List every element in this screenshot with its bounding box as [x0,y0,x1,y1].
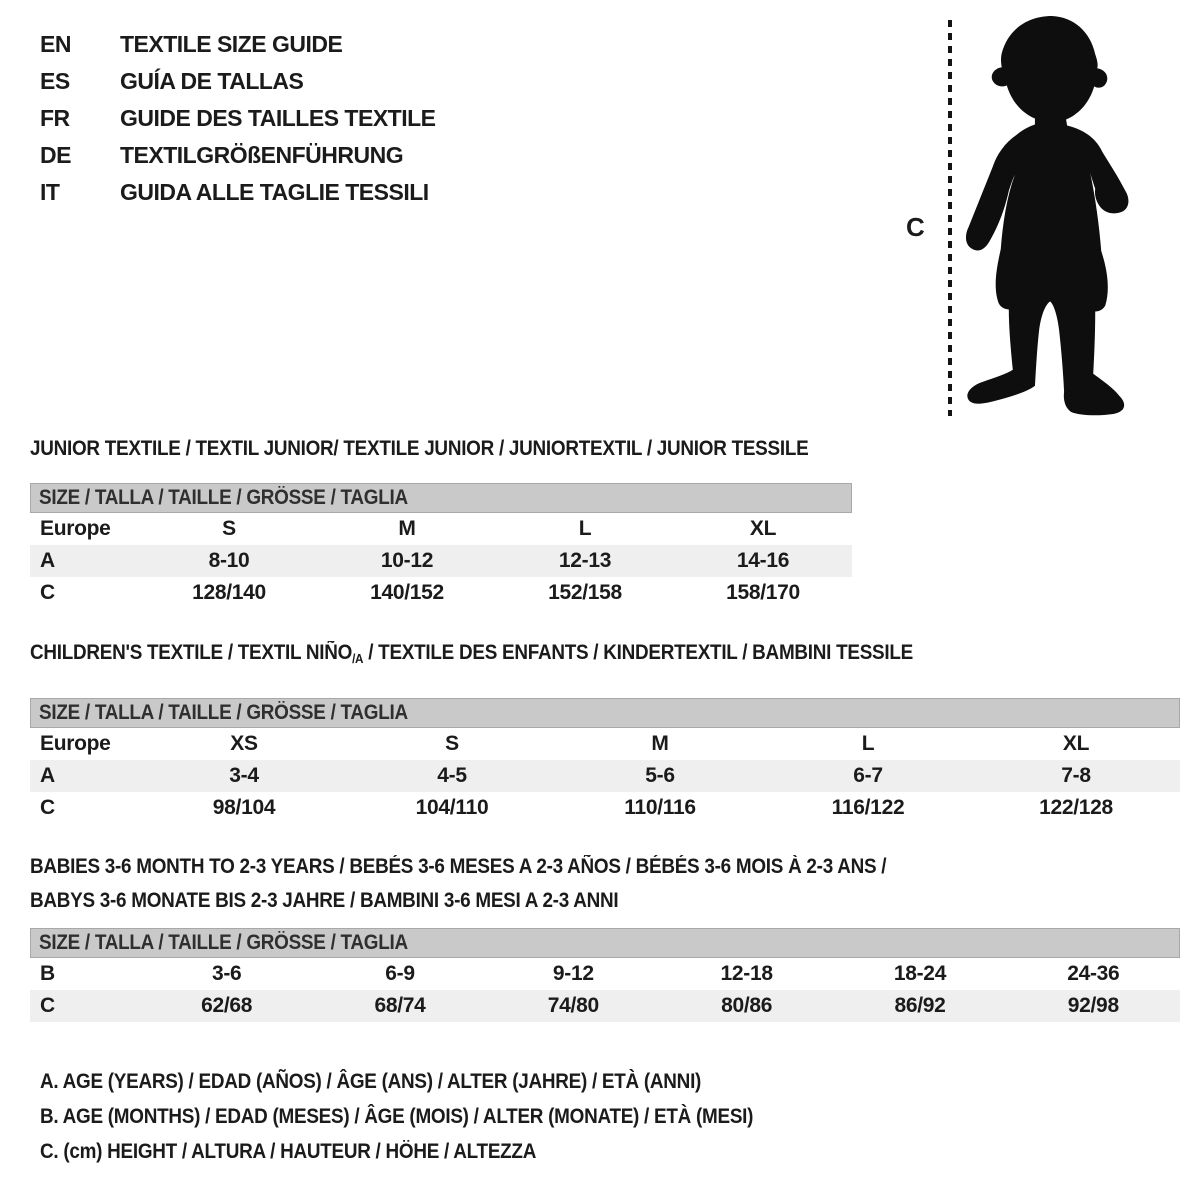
cell-value: 6-9 [385,962,415,985]
cell-value: 74/80 [547,994,599,1017]
size-header-label: SIZE / TALLA / TAILLE / GRÖSSE / TAGLIA [39,701,408,724]
lang-row-es [40,63,436,100]
cell-value: 68/74 [374,994,426,1017]
table-row-age [30,760,1180,792]
cell-value: S [222,517,236,540]
height-measure-line [948,20,952,416]
cell-value: 3-6 [211,962,242,985]
cell-value: 14-16 [736,549,790,572]
cell-value: M [398,517,416,540]
size-table-children [30,640,1180,824]
table-row-height [30,792,1180,824]
table-row-height [30,577,852,609]
table-title-text: / TEXTILE DES ENFANTS / KINDERTEXTIL / BAMBINI TESSILE [363,641,913,664]
table-row-height [30,990,1180,1022]
row-label: C [40,994,55,1017]
row-label: Europe [40,732,111,755]
lang-code: EN [40,31,71,57]
legend-line-a: A. AGE (YEARS) / EDAD (AÑOS) / ÂGE (ANS) / ALTER (JAHRE) / ETÀ (ANNI) [40,1070,702,1093]
row-label: B [40,962,55,985]
lang-row-fr [40,100,436,137]
cell-value: 7-8 [1061,764,1091,787]
cell-value: 8-10 [208,549,250,572]
cell-value: 62/68 [201,994,253,1017]
cell-value: 104/110 [415,796,489,819]
cell-value: 116/122 [831,796,905,819]
cell-value: 86/92 [894,994,946,1017]
lang-title: GUÍA DE TALLAS [120,68,304,94]
cell-value: 3-4 [229,764,259,787]
language-title-list [40,26,436,211]
lang-code: IT [40,179,60,205]
table-title-subscript: /A [352,651,364,666]
table-title: JUNIOR TEXTILE / TEXTIL JUNIOR/ TEXTILE JUNIOR / JUNIORTEXTIL / JUNIOR TESSILE [30,437,809,460]
lang-title: TEXTILGRÖßENFÜHRUNG [120,142,404,168]
cell-value: 80/86 [721,994,773,1017]
cell-value: 128/140 [192,581,266,604]
cell-value: S [445,732,459,755]
cell-value: 140/152 [370,581,444,604]
cell-value: M [651,732,669,755]
cell-value: L [578,517,592,540]
size-header-bar [30,928,1180,958]
size-header-label: SIZE / TALLA / TAILLE / GRÖSSE / TAGLIA [39,931,408,954]
size-table-junior [30,436,852,609]
cell-value: 4-5 [437,764,467,787]
table-row-months [30,958,1180,990]
row-label: A [40,764,55,787]
cell-value: XS [230,732,258,755]
table-row-age [30,545,852,577]
size-header-bar [30,698,1180,728]
toddler-silhouette-icon [956,12,1142,418]
measure-legend [40,1064,832,1169]
cell-value: XL [749,517,777,540]
cell-value: 92/98 [1067,994,1119,1017]
table-row-europe [30,513,852,545]
row-label: A [40,549,55,572]
lang-code: DE [40,142,71,168]
cell-value: 9-12 [552,962,594,985]
row-label: C [40,796,55,819]
lang-title: GUIDE DES TAILLES TEXTILE [120,105,436,131]
lang-code: FR [40,105,70,131]
cell-value: 18-24 [893,962,947,985]
size-header-bar [30,483,852,513]
cell-value: 122/128 [1039,796,1113,819]
table-row-europe [30,728,1180,760]
table-title-line2: BABYS 3-6 MONATE BIS 2-3 JAHRE / BAMBINI 3-6 MESI A 2-3 ANNI [30,889,619,912]
lang-row-de [40,137,436,174]
row-label: Europe [40,517,111,540]
cell-value: 24-36 [1067,962,1120,985]
cell-value: 110/116 [624,796,696,819]
legend-line-c: C. (cm) HEIGHT / ALTURA / HAUTEUR / HÖHE / ALTEZZA [40,1140,537,1163]
table-title [30,640,1065,672]
cell-value: 158/170 [726,581,800,604]
cell-value: 152/158 [548,581,622,604]
height-measure-label: C [906,212,925,242]
lang-row-it [40,174,436,211]
cell-value: XL [1062,732,1090,755]
cell-value: L [861,732,875,755]
cell-value: 98/104 [212,796,276,819]
table-title-line1: BABIES 3-6 MONTH TO 2-3 YEARS / BEBÉS 3-6 MESES A 2-3 AÑOS / BÉBÉS 3-6 MOIS À 2-3 ANS / [30,855,887,878]
table-title-text: CHILDREN'S TEXTILE / TEXTIL NIÑO [30,641,353,664]
cell-value: 12-18 [720,962,773,985]
lang-row-en [40,26,436,63]
lang-code: ES [40,68,70,94]
cell-value: 10-12 [380,549,434,572]
legend-line-b: B. AGE (MONTHS) / EDAD (MESES) / ÂGE (MOIS) / ALTER (MONATE) / ETÀ (MESI) [40,1105,754,1128]
cell-value: 6-7 [853,764,883,787]
row-label: C [40,581,55,604]
cell-value: 12-13 [558,549,612,572]
size-header-label: SIZE / TALLA / TAILLE / GRÖSSE / TAGLIA [39,486,408,509]
size-table-babies [30,850,1180,1022]
cell-value: 5-6 [645,764,675,787]
lang-title: TEXTILE SIZE GUIDE [120,31,343,57]
lang-title: GUIDA ALLE TAGLIE TESSILI [120,179,429,205]
